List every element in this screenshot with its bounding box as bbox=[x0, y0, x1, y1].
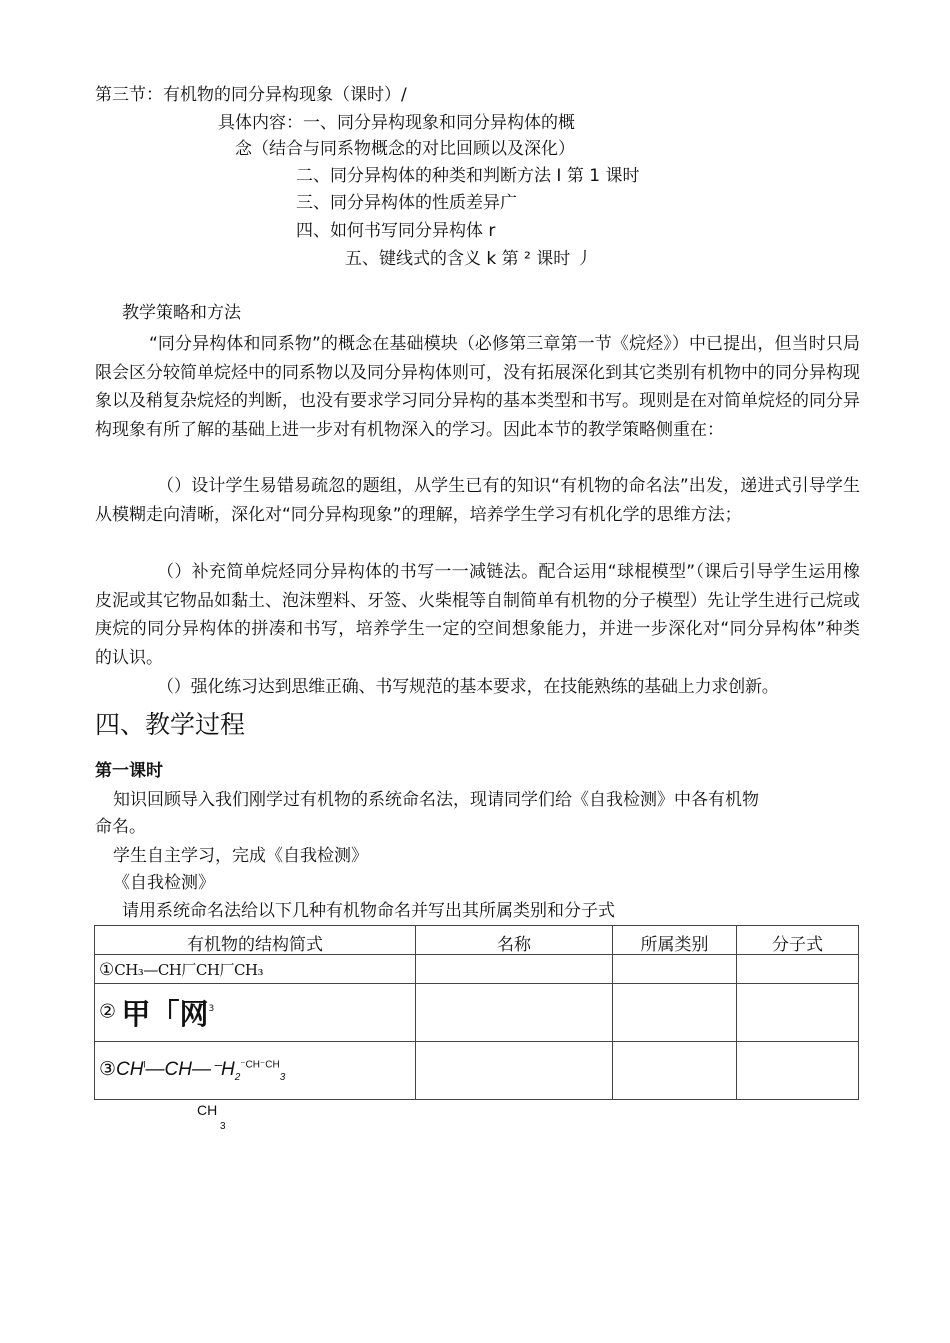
lesson-heading: 第一课时 bbox=[95, 761, 163, 781]
intro-line: 学生自主学习，完成《自我检测》 bbox=[113, 846, 368, 866]
section-title: 第三节：有机物的同分异构现象（课时）/ bbox=[95, 85, 407, 105]
outline-line: 三、同分异构体的性质差异广 bbox=[296, 193, 517, 213]
category-cell[interactable] bbox=[613, 984, 737, 1042]
table-row bbox=[95, 955, 859, 984]
outline-line: 念（结合与同系物概念的对比回顾以及深化） bbox=[235, 139, 575, 159]
structure-cell bbox=[95, 1042, 416, 1100]
outline-line: 具体内容：一、同分异构现象和同分异构体的概 bbox=[218, 113, 575, 133]
name-cell[interactable] bbox=[416, 955, 613, 984]
molecular-formula-cell[interactable] bbox=[737, 955, 859, 984]
intro-line: 《自我检测》 bbox=[113, 873, 215, 893]
molecular-formula-cell[interactable] bbox=[737, 984, 859, 1042]
branch-group-subscript: 3 bbox=[220, 1121, 226, 1132]
branch-group-label: CH bbox=[197, 1102, 218, 1118]
name-cell[interactable] bbox=[416, 984, 613, 1042]
intro-line: 命名。 bbox=[95, 817, 146, 837]
column-header: 所属类别 bbox=[613, 926, 737, 955]
outline-line: 五、键线式的含义 k 第 ² 课时 丿 bbox=[345, 249, 593, 269]
column-header: 有机物的结构简式 bbox=[95, 926, 416, 955]
table-header-row bbox=[95, 926, 859, 955]
column-header: 分子式 bbox=[737, 926, 859, 955]
outline-line: 四、如何书写同分异构体 r bbox=[296, 221, 496, 241]
paragraph: “同分异构体和同系物”的概念在基础模块（必修第三章第一节《烷烃》）中已提出，但当时只局限会区分较简单烷烃中的同系物以及同分异构体则可，没有拓展深化到其它类别有机物中的同分异构现象以及稍复杂烷烃的判断，也没有要求学习同分异构的基本类型和书写。现则是在对简单烷烃的同分异构现象有所了解的基础上进一步对有机物深入的学习。因此本节的教学策略侧重在： bbox=[95, 334, 860, 440]
structural-formula: 甲「网 bbox=[121, 997, 209, 1031]
molecular-formula-cell[interactable] bbox=[737, 1042, 859, 1100]
paragraph: （）补充简单烷烃同分异构体的书写一一减链法。配合运用“球棍模型”（课后引导学生运用橡皮泥或其它物品如黏土、泡沫塑料、牙签、火柴棍等自制简单有机物的分子模型）先让学生进行己烷或庚烷的同分异构体的拼凑和书写，培养学生一定的空间想象能力，并进一步深化对“同分异构体”种类的认识。 bbox=[95, 562, 860, 668]
column-header: 名称 bbox=[416, 926, 613, 955]
structural-formula: CH₃—CH厂CH厂CH₃ bbox=[114, 960, 264, 979]
paragraph: （）强化练习达到思维正确、书写规范的基本要求，在技能熟练的基础上力求创新。 bbox=[157, 677, 779, 697]
formula-superscript: 3 bbox=[208, 1003, 215, 1014]
table-row bbox=[95, 1042, 859, 1100]
category-cell[interactable] bbox=[613, 1042, 737, 1100]
intro-line: 知识回顾导入我们刚学过有机物的系统命名法，现请同学们给《自我检测》中各有机物 bbox=[113, 790, 759, 810]
row-number: ③ bbox=[99, 1058, 117, 1081]
structural-formula: $CH^l—CH—^-H_2^{^-CH^-CH}_3$ bbox=[116, 1059, 286, 1083]
task-instruction: 请用系统命名法给以下几种有机物命名并写出其所属类别和分子式 bbox=[122, 901, 615, 921]
structure-cell bbox=[95, 955, 416, 984]
self-check-table bbox=[94, 925, 859, 1100]
category-cell[interactable] bbox=[613, 955, 737, 984]
name-cell[interactable] bbox=[416, 1042, 613, 1100]
row-number: ① bbox=[99, 959, 115, 980]
structure-cell bbox=[95, 984, 416, 1042]
section-heading: 四、教学过程 bbox=[95, 710, 246, 739]
outline-line: 二、同分异构体的种类和判断方法 I 第 1 课时 bbox=[296, 166, 640, 186]
paragraph: （）设计学生易错易疏忽的题组，从学生已有的知识“有机物的命名法”出发，递进式引导学生从模糊走向清晰，深化对“同分异构现象”的理解，培养学生学习有机化学的思维方法； bbox=[95, 476, 860, 525]
row-number: ② bbox=[99, 1000, 117, 1023]
strategy-title: 教学策略和方法 bbox=[122, 303, 241, 323]
table-row bbox=[95, 984, 859, 1042]
